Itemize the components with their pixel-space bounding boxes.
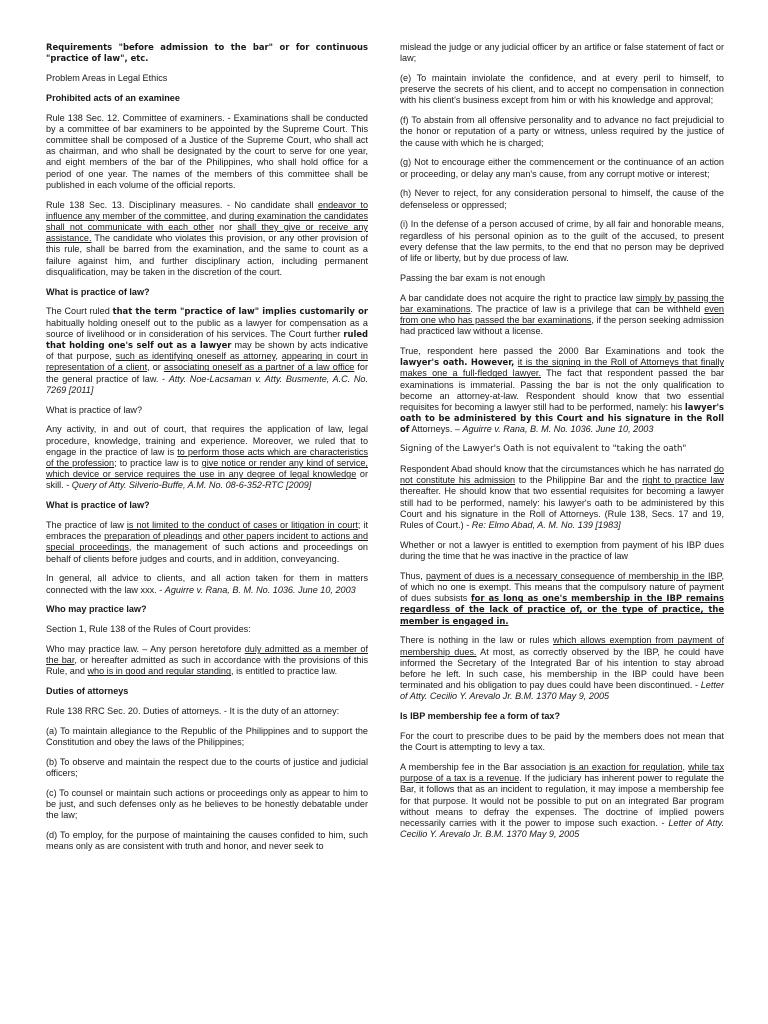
right-column bbox=[400, 42, 724, 849]
question-what-is-practice-2: What is practice of law? bbox=[46, 404, 143, 415]
paragraph-abad: Respondent Abad should know that the circumstances which he has narrated do not constitute his admission to the Philippine Bar and the right to practice law thereafter. He should know that two essential requisites for becoming a lawyer still had to be performed, namely: his lawyer's oath to be administered by this Court and his signature in the Roll of Attorneys. (Rule 138, Secs. 17 and 19, Rules of Court.) - Re: Elmo Abad, A. M. No. 139 [1983] bbox=[400, 464, 724, 531]
duty-d-continued: mislead the judge or any judicial officer by an artifice or false statement of fact or law; bbox=[400, 42, 724, 64]
paragraph-prescribe: For the court to prescribe dues to be paid by the members does not mean that the Court is attempting to levy a tax. bbox=[400, 731, 724, 753]
duty-c: (c) To counsel or maintain such actions or proceedings only as appear to him to be just, and such defenses only as he believes to be honestly debatable under the law; bbox=[46, 787, 368, 821]
document-title: Requirements "before admission to the bar" or for continuous "practice of law", etc. bbox=[46, 42, 368, 64]
paragraph-sec13: Rule 138 Sec. 13. Disciplinary measures. - No candidate shall endeavor to influence any member of the committee, and during examination the candidates shall not communicate with each other nor shall they give or receive any assistance. The candidate who violates this provision, or any other provision of this rule, shall be barred from the examination, and the same to count as a failure against him, and further disciplinary action, including permanent disqualification, may be taken in the discretion of the court. bbox=[46, 199, 369, 277]
heading-passing-bar: Passing the bar exam is not enough bbox=[400, 272, 546, 283]
heading-prohibited-acts: Prohibited acts of an examinee bbox=[46, 92, 180, 103]
heading-what-is-practice-3: What is practice of law? bbox=[46, 500, 150, 511]
duty-h: (h) Never to reject, for any consideration personal to himself, the cause of the defenseless or oppressed; bbox=[400, 188, 724, 210]
left-column bbox=[46, 42, 368, 861]
heading-who-may-practice: Who may practice law? bbox=[46, 604, 147, 615]
duty-e: (e) To maintain inviolate the confidence, and at every peril to himself, to preserve the secrets of his client, and to accept no compensation in connection with his client's business except from him or with his knowledge and approval; bbox=[400, 73, 724, 106]
paragraph-whether: Whether or not a lawyer is entitled to exemption from payment of his IBP dues during the time that he was inactive in the practice of law bbox=[400, 539, 724, 562]
paragraph-thus: Thus, payment of dues is a necessary consequence of membership in the IBP, of which no one is exempt. This means that the compulsory nature of payment of dues subsists for as long as one's membership in the IBP remains regardless of the lack of practice of, or the type of practice, the member is engaged in. bbox=[400, 570, 725, 626]
paragraph-true-respondent: True, respondent here passed the 2000 Bar Examinations and took the lawyer's oath. However, it is the signing in the Roll of Attorneys that finally makes one a full-fledged lawyer. The fact that respondent passed the bar examinations is immaterial. Passing the bar is not the only qualification to become an attorney-at-law. Respondent should know that two essential requisites for becoming a lawyer still had to be performed, namely: his lawyer's oath to be administered by this Court and his signature in the Roll of Attorneys. – Aguirre v. Rana, B. M. No. 1036. June 10, 2003 bbox=[400, 346, 725, 435]
paragraph-membership-fee: A membership fee in the Bar association is an exaction for regulation, while tax purpose of a tax is a revenue. If the judiciary has inherent power to regulate the Bar, it follows that as an incident to regulation, it may impose a membership fee for that purpose. It would not be possible to put on an integrated Bar program without means to defray the expenses. The doctrine of implied powers necessarily carries with it the power to impose such exaction. - Letter of Atty. Cecilio Y. Arevalo Jr. B.M. 1370 May 9, 2005 bbox=[400, 762, 724, 840]
paragraph-court-ruled: The Court ruled that the term "practice of law" implies customarily or habitually holding oneself out to the public as a lawyer for compensation as a source of livelihood or in consideration of his services. The Court further ruled that holding one's self out as a lawyer may be shown by acts indicative of that purpose, such as identifying oneself as attorney, appearing in court in representation of a client, or associating oneself as a partner of a law office for the general practice of law. - Atty. Noe-Lacsaman v. Atty. Busmente, A.C. No. 7269 [2011] bbox=[46, 306, 368, 395]
paragraph-sec12: Rule 138 Sec. 12. Committee of examiners. - Examinations shall be conducted by a committee of bar examiners to be appointed by the Supreme Court. This committee shall be composed of a Justice of the Supreme Court, who shall act as chairman, and who shall be designated by the court to serve for one year, and eight members of the bar of the Philippines, who shall hold office for a period of one year. The names of the members of this committee shall be published in each volume of the official reports. bbox=[46, 112, 368, 190]
paragraph-bar-candidate: A bar candidate does not acquire the right to practice law simply by passing the bar examinations. The practice of law is a privilege that can be withheld even from one who has passed the bar examinations, if the person seeking admission had practiced law without a license. bbox=[400, 292, 724, 337]
heading-signing-oath: Signing of the Lawyer's Oath is not equivalent to "taking the oath" bbox=[400, 444, 687, 455]
duty-f: (f) To abstain from all offensive personality and to advance no fact prejudicial to the honor or reputation of a party or witness, unless required by the justice of the cause with which he is charged; bbox=[400, 115, 724, 148]
paragraph-nothing: There is nothing in the law or rules which allows exemption from payment of membership dues. At most, as correctly observed by the IBP, he could have informed the Secretary of the Integrated Bar of his intention to stay abroad before he left. In such case, his membership in the IBP could have been terminated and his obligation to pay dues could have been discontinued. - Letter of Atty. Cecilio Y. Arevalo Jr. B.M. 1370 May 9, 2005 bbox=[400, 635, 724, 702]
duty-a: (a) To maintain allegiance to the Republic of the Philippines and to support the Constitution and obey the laws of the Philippines; bbox=[46, 725, 368, 748]
paragraph-sec20: Rule 138 RRC Sec. 20. Duties of attorneys. - It is the duty of an attorney: bbox=[46, 706, 340, 717]
paragraph-any-activity: Any activity, in and out of court, that requires the application of law, legal procedure, knowledge, training and experience. Moreover, we ruled that to engage in the practice of law is to perform those acts which are characteristics of the profession; to practice law is to give notice or render any kind of service, which device or service requires the use in any degree of legal knowledge or skill. - Query of Atty. Silverio-Buffe, A.M. No. 08-6-352-RTC [2009] bbox=[46, 424, 368, 491]
duty-i: (i) In the defense of a person accused of crime, by all fair and honorable means, regardless of his personal opinion as to the guilt of the accused, to present every defense that the law permits, to the end that no person may be deprived of life or liberty, but by due process of law. bbox=[400, 219, 724, 264]
paragraph-section1: Section 1, Rule 138 of the Rules of Court provides: bbox=[46, 624, 251, 635]
document-subtitle: Problem Areas in Legal Ethics bbox=[46, 73, 168, 83]
paragraph-not-limited: The practice of law is not limited to the conduct of cases or litigation in court; it embraces the preparation of pleadings and other papers incident to actions and special proceedings, the management of such actions and proceedings on behalf of clients before judges and courts, and in addition, conveyancing. bbox=[46, 520, 368, 564]
duty-g: (g) Not to encourage either the commencement or the continuance of an action or proceeding, or delay any man's cause, from any corrupt motive or interest; bbox=[400, 157, 724, 179]
paragraph-who-may: Who may practice law. – Any person heretofore duly admitted as a member of the bar, or hereafter admitted as such in accordance with the provisions of this Rule, and who is in good and regular standing, is entitled to practice law. bbox=[46, 644, 369, 677]
duty-d: (d) To employ, for the purpose of maintaining the causes confided to him, such means only as are consistent with truth and honor, and never seek to bbox=[46, 830, 368, 852]
paragraph-in-general: In general, all advice to clients, and all action taken for them in matters connected with the law xxx. - Aguirre v. Rana, B. M. No. 1036. June 10, 2003 bbox=[46, 573, 368, 595]
heading-what-is-practice-1: What is practice of law? bbox=[46, 286, 150, 297]
heading-ibp-tax: Is IBP membership fee a form of tax? bbox=[400, 711, 561, 722]
duty-b: (b) To observe and maintain the respect due to the courts of justice and judicial officers; bbox=[46, 756, 368, 779]
heading-duties: Duties of attorneys bbox=[46, 686, 129, 697]
